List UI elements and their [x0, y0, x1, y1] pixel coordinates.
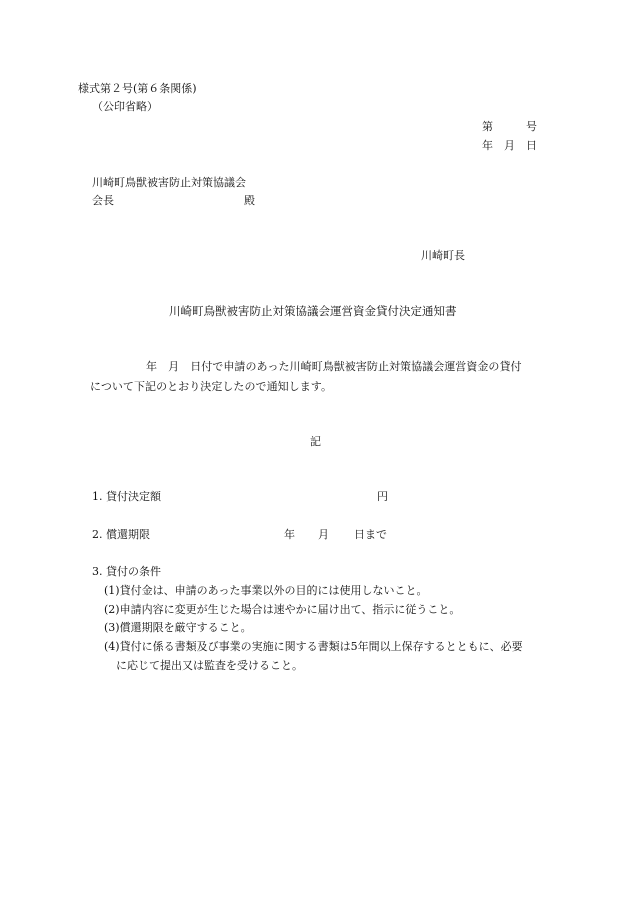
form-label: 様式第２号(第６条関係) [78, 82, 197, 95]
document-date-line: 年 月 日 [482, 139, 537, 152]
sender-name: 川崎町長 [421, 249, 465, 262]
recipient-title: 会長 [92, 194, 114, 207]
document-title: 川崎町鳥獣被害防止対策協議会運営資金貸付決定通知書 [169, 304, 457, 318]
repayment-year: 年 [284, 528, 295, 541]
body-text-line-2: について下記のとおり決定したので通知します。 [90, 380, 332, 393]
repayment-day: 日まで [354, 528, 387, 541]
condition-4-line-1: (4)貸付に係る書類及び事業の実施に関する書類は5年間以上保存するとともに、必要 [104, 640, 523, 653]
condition-1: (1)貸付金は、申請のあった事業以外の目的には使用しないこと。 [104, 584, 428, 597]
seal-omitted-note: （公印省略） [92, 100, 158, 113]
condition-2: (2)申請内容に変更が生じた場合は速やかに届け出て、指示に従うこと。 [104, 603, 461, 616]
body-text-line-1: 年 月 日付で申請のあった川崎町鳥獣被害防止対策協議会運営資金の貸付 [146, 360, 522, 373]
repayment-month: 月 [318, 528, 329, 541]
conditions-label: 3. 貸付の条件 [92, 565, 161, 578]
document-number-line: 第 号 [482, 120, 537, 133]
repayment-label: 2. 償還期限 [92, 528, 150, 541]
condition-3: (3)償還期限を厳守すること。 [104, 621, 252, 634]
ki-heading: 記 [310, 435, 321, 448]
recipient-honorific: 殿 [244, 194, 255, 207]
loan-amount-unit: 円 [377, 490, 388, 503]
condition-4-line-2: に応じて提出又は監査を受けること。 [116, 659, 303, 672]
loan-amount-label: 1. 貸付決定額 [92, 490, 161, 503]
recipient-organization: 川崎町鳥獣被害防止対策協議会 [92, 176, 246, 189]
